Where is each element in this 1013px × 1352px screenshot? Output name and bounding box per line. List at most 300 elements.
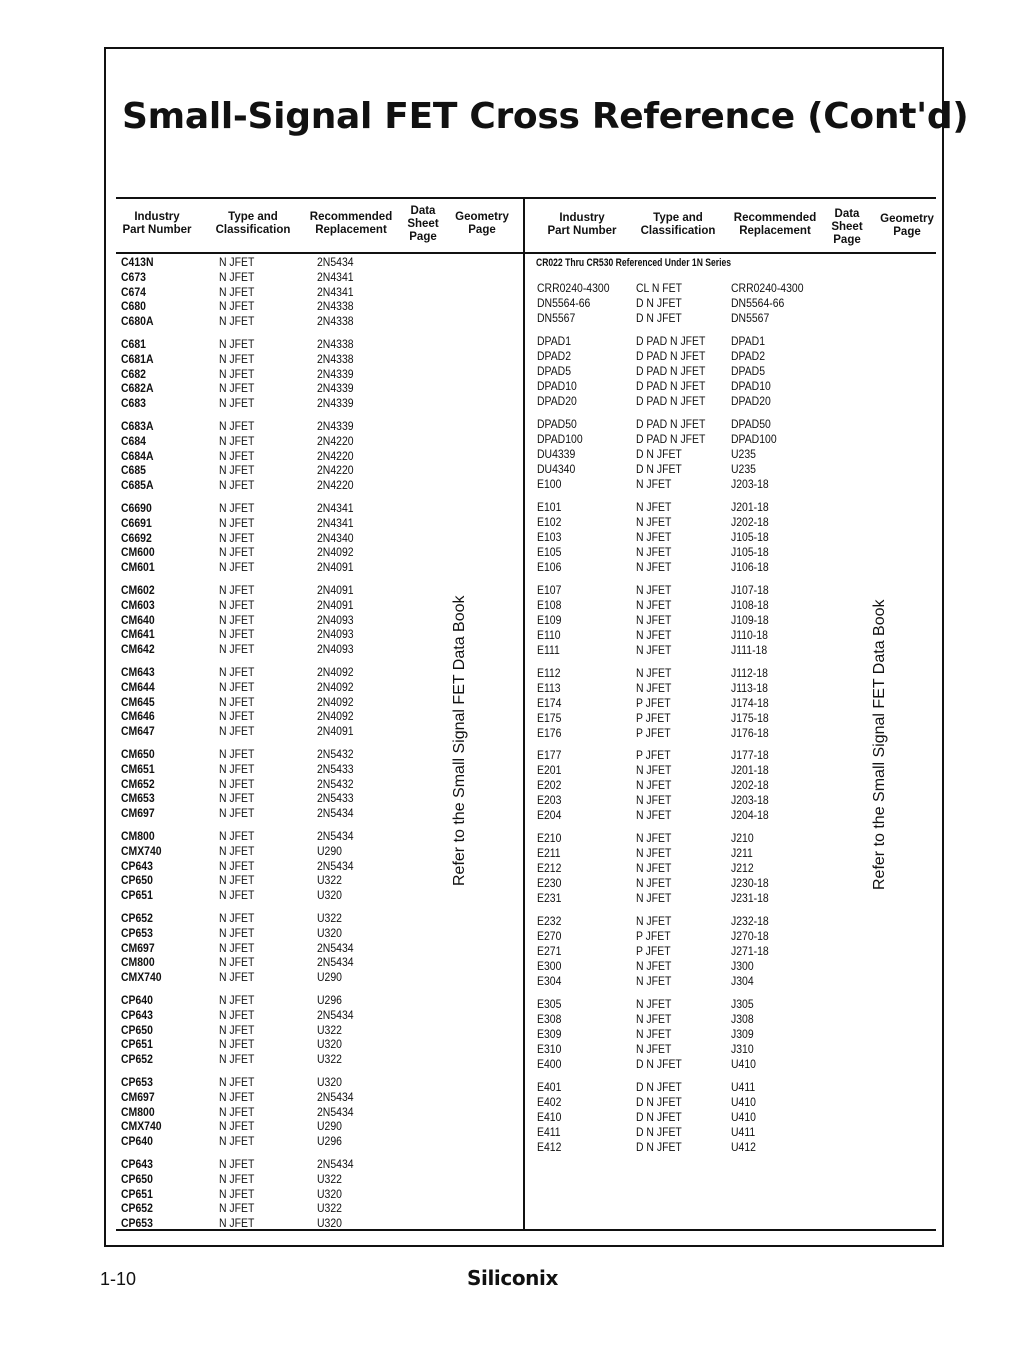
header-line: Page — [893, 226, 921, 238]
part-number-cell: CM644 — [121, 680, 155, 694]
header-line: Geometry — [455, 211, 509, 223]
part-number-cell: E108 — [537, 598, 562, 612]
part-number-cell: DPAD20 — [537, 394, 577, 408]
replacement-cell: U410 — [731, 1058, 756, 1072]
replacement-cell: J107-18 — [731, 583, 769, 597]
type-cell: N JFET — [219, 449, 255, 463]
type-cell: N JFET — [636, 877, 672, 891]
replacement-cell: 2N4339 — [317, 367, 354, 381]
replacement-cell: J201-18 — [731, 764, 769, 778]
part-number-cell: DN5567 — [537, 312, 576, 325]
type-cell: N JFET — [636, 666, 672, 680]
part-number-cell: CM640 — [121, 613, 155, 627]
type-cell: N JFET — [636, 809, 672, 823]
replacement-cell: U320 — [317, 926, 342, 940]
replacement-cell: J300 — [731, 960, 754, 974]
replacement-cell: J232-18 — [731, 915, 769, 929]
brand-logo: Siliconix — [467, 1266, 558, 1290]
type-cell: N JFET — [219, 956, 255, 970]
replacement-cell: DPAD20 — [731, 394, 771, 408]
replacement-cell: U322 — [317, 1053, 342, 1067]
type-cell: N JFET — [219, 762, 255, 776]
type-cell: N JFET — [219, 1217, 255, 1231]
type-cell: N JFET — [219, 1187, 255, 1201]
replacement-cell: J111-18 — [731, 643, 768, 657]
header-line: Classification — [215, 224, 291, 236]
replacement-cell: U320 — [317, 1076, 342, 1089]
replacement-cell: 2N4091 — [317, 561, 354, 575]
type-cell: N JFET — [219, 516, 255, 530]
type-cell: N JFET — [219, 666, 255, 679]
replacement-cell: DPAD1 — [731, 334, 766, 348]
type-cell: N JFET — [636, 628, 672, 642]
replacement-cell: J112-18 — [731, 666, 768, 680]
replacement-cell: U320 — [317, 1038, 342, 1052]
part-number-cell: E300 — [537, 960, 562, 974]
part-number-cell: CP640 — [121, 994, 153, 1007]
type-cell: D N JFET — [636, 1081, 682, 1094]
replacement-cell: 2N4220 — [317, 449, 354, 463]
part-number-cell: CP651 — [121, 1187, 153, 1201]
replacement-cell: J309 — [731, 1028, 754, 1042]
replacement-cell: J174-18 — [731, 696, 769, 710]
type-cell: N JFET — [219, 710, 255, 724]
replacement-cell: J108-18 — [731, 598, 769, 612]
type-cell: N JFET — [219, 1105, 255, 1119]
page-number: 1-10 — [100, 1269, 137, 1289]
replacement-cell: 2N5434 — [317, 941, 354, 955]
replacement-cell: 2N5434 — [317, 256, 354, 269]
type-cell: D N JFET — [636, 447, 682, 461]
type-cell: D PAD N JFET — [636, 334, 706, 348]
replacement-cell: U410 — [731, 1096, 756, 1109]
replacement-cell: DN5564-66 — [731, 297, 785, 310]
type-cell: D PAD N JFET — [636, 349, 706, 363]
part-number-cell: CMX740 — [121, 844, 162, 858]
replacement-cell: 2N4339 — [317, 382, 354, 396]
header-line: Recommended — [733, 212, 817, 224]
type-cell: N JFET — [636, 583, 672, 597]
type-cell: N JFET — [636, 560, 672, 574]
replacement-cell: J175-18 — [731, 711, 769, 725]
replacement-cell: U322 — [317, 912, 342, 925]
replacement-cell: 2N4341 — [317, 270, 354, 284]
type-cell: D N JFET — [636, 1058, 682, 1072]
replacement-cell: 2N4092 — [317, 546, 354, 560]
part-number-cell: E212 — [537, 862, 562, 876]
type-cell: N JFET — [219, 926, 255, 940]
part-number-cell: C685A — [121, 479, 154, 493]
replacement-cell: J230-18 — [731, 877, 769, 891]
replacement-cell: J211 — [731, 847, 753, 861]
part-number-cell: C680 — [121, 300, 146, 314]
replacement-cell: U296 — [317, 1135, 342, 1149]
part-number-cell: CP643 — [121, 1008, 153, 1022]
replacement-cell: J210 — [731, 832, 754, 846]
type-cell: N JFET — [219, 971, 255, 985]
replacement-cell: 2N4220 — [317, 434, 354, 448]
part-number-cell: E113 — [537, 681, 561, 695]
type-cell: N JFET — [219, 502, 255, 515]
replacement-cell: J176-18 — [731, 726, 769, 740]
part-number-cell: C674 — [121, 285, 146, 299]
replacement-cell: 2N5434 — [317, 1158, 354, 1171]
replacement-cell: 2N4220 — [317, 479, 354, 493]
replacement-cell: J105-18 — [731, 545, 769, 559]
type-cell: N JFET — [636, 779, 672, 793]
replacement-cell: U235 — [731, 462, 756, 476]
type-cell: N JFET — [636, 892, 672, 906]
header-line: Data — [410, 205, 436, 217]
replacement-cell: 2N4340 — [317, 531, 354, 545]
part-number-cell: DPAD50 — [537, 417, 577, 431]
replacement-cell: CRR0240-4300 — [731, 282, 804, 295]
header-line: Industry — [559, 212, 605, 224]
type-cell: N JFET — [219, 859, 255, 873]
type-cell: N JFET — [219, 1008, 255, 1022]
part-number-cell: CRR0240-4300 — [537, 282, 610, 295]
part-number-cell: DN5564-66 — [537, 297, 591, 310]
replacement-cell: J271-18 — [731, 945, 769, 959]
type-cell: N JFET — [219, 561, 255, 575]
part-number-cell: CMX740 — [121, 1120, 162, 1134]
replacement-cell: U411 — [731, 1126, 756, 1139]
type-cell: N JFET — [219, 352, 255, 366]
refer-note-left: Refer to the Small Signal FET Data Book — [451, 595, 468, 886]
type-cell: N JFET — [219, 695, 255, 709]
replacement-cell: J231-18 — [731, 892, 769, 906]
part-number-cell: C685 — [121, 464, 146, 478]
replacement-cell: U320 — [317, 889, 342, 903]
header-line: Data — [834, 208, 860, 220]
part-number-cell: E105 — [537, 545, 562, 559]
type-cell: N JFET — [636, 764, 672, 778]
replacement-cell: 2N4093 — [317, 643, 354, 657]
part-number-cell: CM800 — [121, 956, 155, 970]
replacement-cell: 2N5434 — [317, 830, 354, 843]
replacement-cell: U322 — [317, 1172, 342, 1186]
type-cell: N JFET — [219, 270, 255, 284]
part-number-cell: E175 — [537, 711, 562, 725]
replacement-cell: 2N5434 — [317, 956, 354, 970]
replacement-cell: 2N5432 — [317, 748, 354, 761]
replacement-cell: 2N4092 — [317, 695, 354, 709]
replacement-cell: 2N5433 — [317, 792, 354, 806]
part-number-cell: DPAD10 — [537, 379, 577, 393]
part-number-cell: CM602 — [121, 584, 155, 597]
header-line: Page — [409, 231, 437, 243]
replacement-cell: J203-18 — [731, 794, 769, 808]
part-number-cell: E201 — [537, 764, 562, 778]
part-number-cell: E232 — [537, 915, 562, 929]
part-number-cell: C673 — [121, 270, 146, 284]
header-line: Part Number — [122, 224, 192, 236]
header-line: Page — [833, 234, 861, 246]
part-number-cell: CM643 — [121, 666, 155, 679]
part-number-cell: CP643 — [121, 1158, 153, 1171]
header-line: Page — [468, 224, 496, 236]
replacement-cell: 2N4093 — [317, 628, 354, 642]
type-cell: N JFET — [219, 434, 255, 448]
part-number-cell: CP653 — [121, 1217, 153, 1231]
part-number-cell: DPAD100 — [537, 432, 583, 446]
type-cell: P JFET — [636, 696, 671, 710]
replacement-cell: DPAD5 — [731, 364, 766, 378]
replacement-cell: 2N4338 — [317, 338, 354, 351]
replacement-cell: U322 — [317, 1202, 342, 1216]
replacement-cell: 2N4091 — [317, 598, 354, 612]
part-number-cell: C684 — [121, 434, 146, 448]
type-cell: N JFET — [219, 382, 255, 396]
header-line: Replacement — [739, 225, 811, 237]
replacement-cell: J308 — [731, 1013, 754, 1027]
replacement-cell: U235 — [731, 447, 756, 461]
replacement-cell: U320 — [317, 1187, 342, 1201]
type-cell: N JFET — [636, 681, 672, 695]
part-number-cell: E112 — [537, 666, 561, 680]
type-cell: D N JFET — [636, 1141, 682, 1154]
type-cell: N JFET — [636, 500, 672, 514]
type-cell: N JFET — [636, 794, 672, 808]
type-cell: N JFET — [219, 285, 255, 299]
replacement-cell: 2N4091 — [317, 725, 354, 739]
type-cell: N JFET — [219, 994, 255, 1007]
replacement-cell: 2N5434 — [317, 1090, 354, 1104]
header-line: Replacement — [315, 224, 387, 236]
replacement-cell: DPAD2 — [731, 349, 766, 363]
header-line: Geometry — [880, 213, 934, 225]
part-number-cell: E101 — [537, 500, 562, 514]
part-number-cell: C6690 — [121, 502, 152, 515]
type-cell: N JFET — [636, 832, 672, 846]
part-number-cell: C681 — [121, 338, 146, 351]
page-title: Small-Signal FET Cross Reference (Cont'd) — [122, 96, 969, 137]
part-number-cell: CM646 — [121, 710, 155, 724]
replacement-cell: U290 — [317, 844, 342, 858]
part-number-cell: CP651 — [121, 1038, 153, 1052]
header-line: Industry — [134, 211, 180, 223]
part-number-cell: E304 — [537, 975, 562, 989]
type-cell: N JFET — [219, 628, 255, 642]
part-number-cell: CP652 — [121, 912, 153, 925]
replacement-cell: J201-18 — [731, 500, 769, 514]
replacement-cell: 2N4220 — [317, 464, 354, 478]
type-cell: N JFET — [219, 1038, 255, 1052]
type-cell: N JFET — [219, 777, 255, 791]
part-number-cell: E203 — [537, 794, 562, 808]
part-number-cell: CP652 — [121, 1202, 153, 1216]
type-cell: N JFET — [636, 530, 672, 544]
replacement-cell: 2N4092 — [317, 666, 354, 679]
part-number-cell: E310 — [537, 1043, 562, 1057]
part-number-cell: C6692 — [121, 531, 152, 545]
type-cell: N JFET — [636, 643, 672, 657]
part-number-cell: E202 — [537, 779, 562, 793]
part-number-cell: E271 — [537, 945, 562, 959]
column-divider — [523, 197, 525, 1229]
part-number-cell: CM651 — [121, 762, 155, 776]
type-cell: N JFET — [219, 613, 255, 627]
type-cell: P JFET — [636, 749, 671, 763]
replacement-cell: 2N4092 — [317, 680, 354, 694]
type-cell: N JFET — [219, 844, 255, 858]
part-number-cell: E177 — [537, 749, 562, 763]
replacement-cell: 2N5434 — [317, 1105, 354, 1119]
part-number-cell: C6691 — [121, 516, 152, 530]
type-cell: D PAD N JFET — [636, 379, 706, 393]
replacement-cell: J202-18 — [731, 515, 769, 529]
type-cell: N JFET — [219, 338, 255, 351]
replacement-cell: 2N4339 — [317, 420, 354, 433]
type-cell: N JFET — [636, 1043, 672, 1057]
replacement-cell: J177-18 — [731, 749, 769, 763]
type-cell: N JFET — [636, 960, 672, 974]
header-line: Sheet — [831, 221, 863, 233]
part-number-cell: E210 — [537, 832, 562, 846]
part-number-cell: DU4340 — [537, 462, 576, 476]
replacement-cell: J113-18 — [731, 681, 768, 695]
type-cell: N JFET — [219, 479, 255, 493]
replacement-cell: 2N4338 — [317, 315, 354, 329]
type-cell: N JFET — [219, 1202, 255, 1216]
replacement-cell: U410 — [731, 1111, 756, 1124]
type-cell: N JFET — [219, 420, 255, 433]
part-number-cell: CM800 — [121, 830, 155, 843]
type-cell: D N JFET — [636, 1111, 682, 1124]
part-number-cell: CM800 — [121, 1105, 155, 1119]
type-cell: N JFET — [219, 889, 255, 903]
replacement-cell: U296 — [317, 994, 342, 1007]
part-number-cell: CM641 — [121, 628, 155, 642]
type-cell: N JFET — [636, 862, 672, 876]
type-cell: N JFET — [219, 941, 255, 955]
header-line: Type and — [653, 212, 703, 224]
type-cell: P JFET — [636, 726, 671, 740]
part-number-cell: E111 — [537, 643, 560, 657]
replacement-cell: J105-18 — [731, 530, 769, 544]
type-cell: N JFET — [219, 1076, 255, 1089]
header-line: Recommended — [309, 211, 393, 223]
replacement-cell: U290 — [317, 971, 342, 985]
type-cell: N JFET — [219, 584, 255, 597]
part-number-cell: CM645 — [121, 695, 155, 709]
replacement-cell: DPAD10 — [731, 379, 771, 393]
type-cell: N JFET — [636, 1013, 672, 1027]
part-number-cell: CM647 — [121, 725, 155, 739]
part-number-cell: E109 — [537, 613, 562, 627]
type-cell: N JFET — [219, 807, 255, 821]
part-number-cell: CM600 — [121, 546, 155, 560]
type-cell: N JFET — [636, 613, 672, 627]
type-cell: D PAD N JFET — [636, 394, 706, 408]
part-number-cell: CM697 — [121, 941, 155, 955]
type-cell: N JFET — [219, 1090, 255, 1104]
part-number-cell: C684A — [121, 449, 154, 463]
type-cell: N JFET — [219, 792, 255, 806]
type-cell: N JFET — [219, 725, 255, 739]
header-line: Part Number — [547, 225, 617, 237]
part-number-cell: E402 — [537, 1096, 562, 1109]
type-cell: D N JFET — [636, 1096, 682, 1109]
part-number-cell: CP650 — [121, 1172, 153, 1186]
type-cell: N JFET — [219, 315, 255, 329]
part-number-cell: DPAD1 — [537, 334, 572, 348]
part-number-cell: CM603 — [121, 598, 155, 612]
type-cell: N JFET — [636, 847, 672, 861]
replacement-cell: J212 — [731, 862, 754, 876]
type-cell: D PAD N JFET — [636, 432, 706, 446]
part-number-cell: C681A — [121, 352, 154, 366]
replacement-cell: J310 — [731, 1043, 754, 1057]
replacement-cell: J305 — [731, 998, 754, 1012]
part-number-cell: C682 — [121, 367, 146, 381]
part-number-cell: C680A — [121, 315, 154, 329]
part-number-cell: E107 — [537, 583, 562, 597]
type-cell: N JFET — [636, 915, 672, 929]
type-cell: N JFET — [636, 515, 672, 529]
part-number-cell: E230 — [537, 877, 562, 891]
part-number-cell: E412 — [537, 1141, 562, 1154]
part-number-cell: E400 — [537, 1058, 562, 1072]
part-number-cell: CP652 — [121, 1053, 153, 1067]
replacement-cell: U320 — [317, 1217, 342, 1231]
replacement-cell: J202-18 — [731, 779, 769, 793]
header-bottom-rule — [116, 252, 936, 254]
type-cell: D N JFET — [636, 1126, 682, 1139]
replacement-cell: U322 — [317, 874, 342, 888]
part-number-cell: E309 — [537, 1028, 562, 1042]
type-cell: N JFET — [636, 477, 672, 491]
replacement-cell: DN5567 — [731, 312, 770, 325]
part-number-cell: E270 — [537, 930, 562, 944]
header-geometry-right — [847, 213, 967, 239]
replacement-cell: U290 — [317, 1120, 342, 1134]
replacement-cell: 2N4338 — [317, 300, 354, 314]
part-number-cell: DPAD2 — [537, 349, 572, 363]
part-number-cell: E231 — [537, 892, 562, 906]
replacement-cell: J110-18 — [731, 628, 768, 642]
type-cell: N JFET — [219, 912, 255, 925]
part-number-cell: CP653 — [121, 1076, 153, 1089]
part-number-cell: E211 — [537, 847, 561, 861]
type-cell: N JFET — [636, 598, 672, 612]
replacement-cell: 2N4091 — [317, 584, 354, 597]
type-cell: P JFET — [636, 930, 671, 944]
type-cell: CL N FET — [636, 282, 682, 295]
series-note: CR022 Thru CR530 Referenced Under 1N Series — [536, 257, 732, 269]
type-cell: N JFET — [219, 830, 255, 843]
replacement-cell: 2N4338 — [317, 352, 354, 366]
type-cell: N JFET — [636, 1028, 672, 1042]
replacement-cell: 2N4341 — [317, 502, 354, 515]
replacement-cell: U322 — [317, 1023, 342, 1037]
type-cell: N JFET — [219, 1053, 255, 1067]
part-number-cell: CM653 — [121, 792, 155, 806]
replacement-cell: 2N4341 — [317, 516, 354, 530]
type-cell: N JFET — [219, 643, 255, 657]
replacement-cell: J304 — [731, 975, 754, 989]
type-cell: D N JFET — [636, 297, 682, 310]
type-cell: D N JFET — [636, 312, 682, 325]
type-cell: N JFET — [219, 397, 255, 411]
part-number-cell: CMX740 — [121, 971, 162, 985]
replacement-cell: J203-18 — [731, 477, 769, 491]
part-number-cell: CM642 — [121, 643, 155, 657]
type-cell: D PAD N JFET — [636, 417, 706, 431]
replacement-cell: 2N4339 — [317, 397, 354, 411]
replacement-cell: J270-18 — [731, 930, 769, 944]
part-number-cell: CP651 — [121, 889, 153, 903]
